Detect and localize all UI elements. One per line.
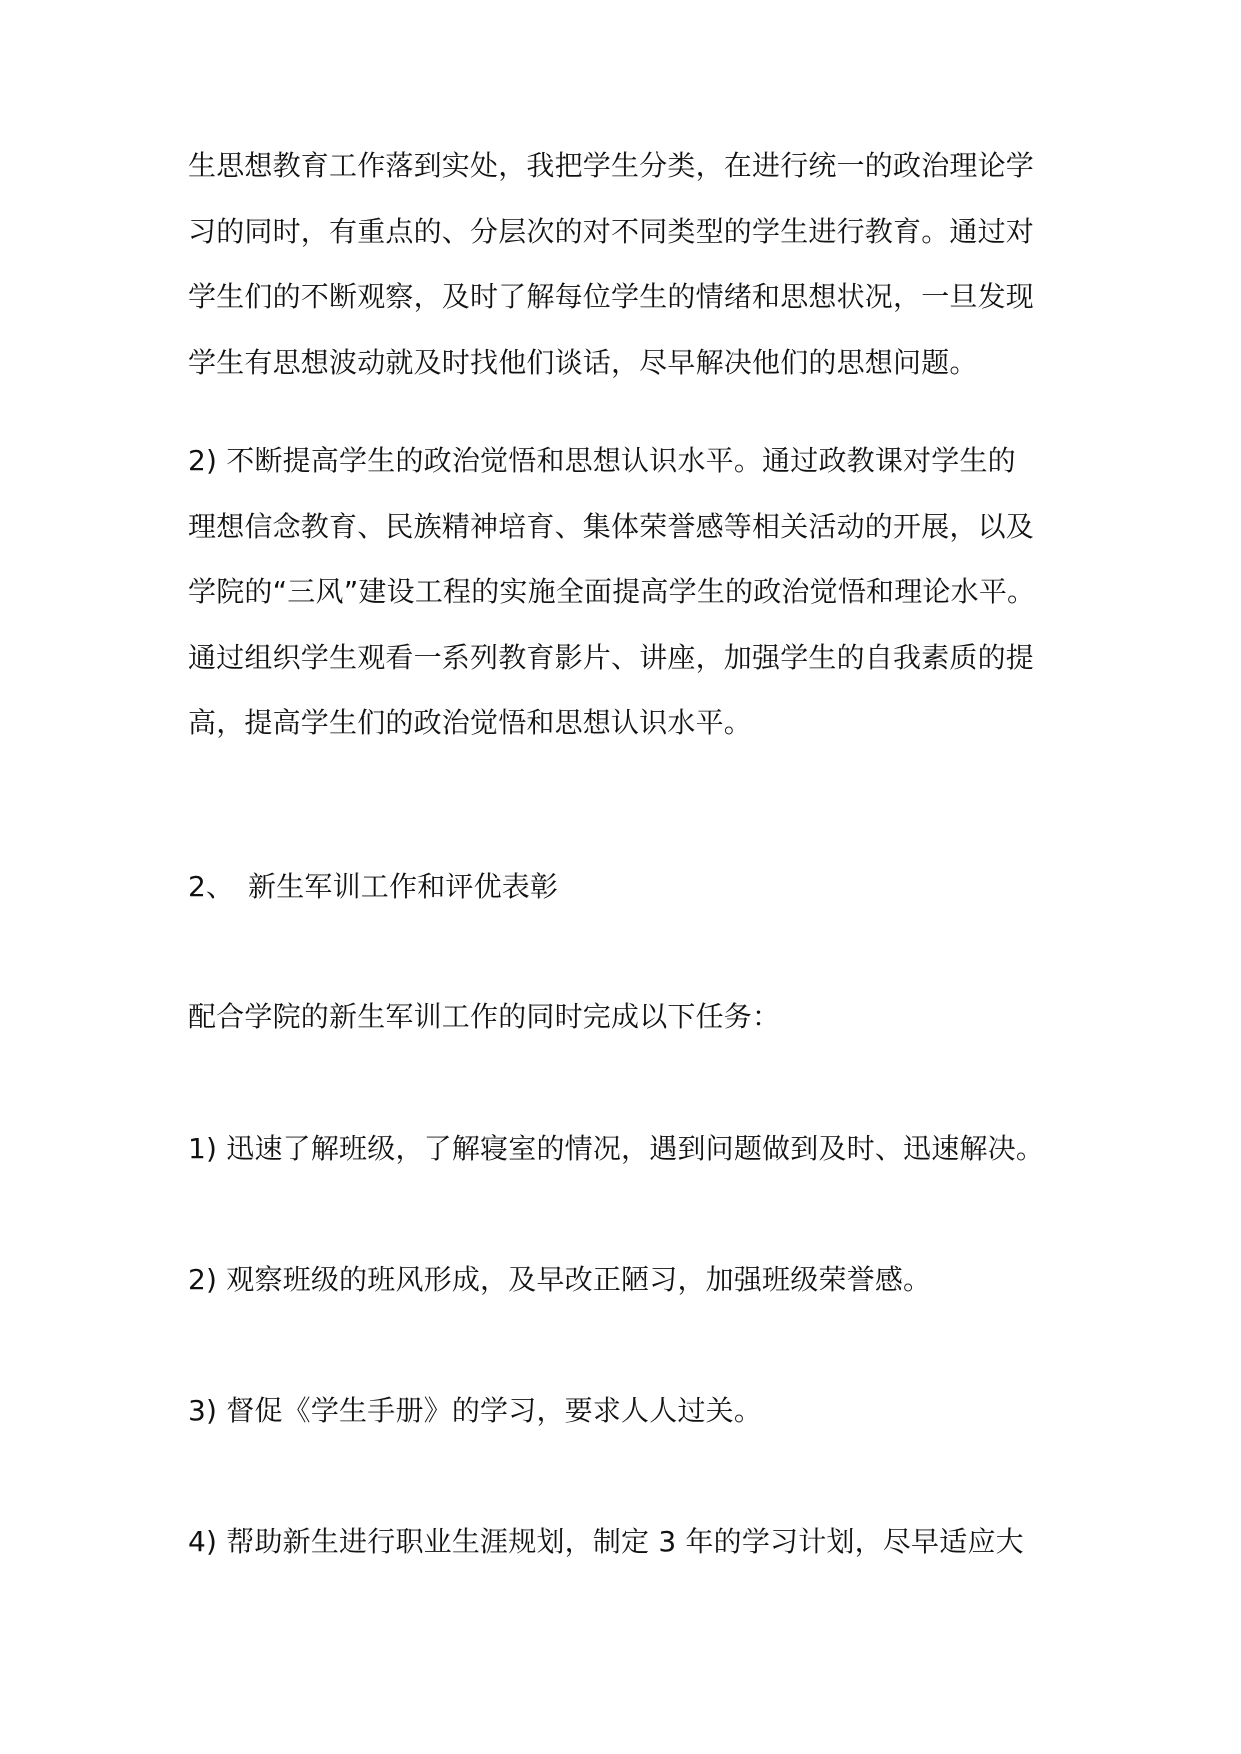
section-title: 新生军训工作和评优表彰 bbox=[248, 870, 559, 903]
section-heading-line bbox=[188, 854, 1088, 920]
text-line: 配合学院的新生军训工作的同时完成以下任务： bbox=[188, 1000, 781, 1033]
list-item-text: 2) 观察班级的班风形成，及早改正陋习，加强班级荣誉感。 bbox=[188, 1263, 932, 1296]
section-heading bbox=[188, 854, 1088, 920]
list-item-text: 1) 迅速了解班级，了解寝室的情况，遇到问题做到及时、迅速解决。 bbox=[188, 1132, 1045, 1165]
section-number: 2、 bbox=[188, 870, 235, 903]
list-item bbox=[188, 1378, 1088, 1444]
text-line: 学生们的不断观察，及时了解每位学生的情绪和思想状况，一旦发现 bbox=[188, 280, 1035, 313]
intro-paragraph bbox=[188, 984, 1088, 1050]
text-line: 通过组织学生观看一系列教育影片、讲座，加强学生的自我素质的提 bbox=[188, 640, 1035, 674]
text-line: 学生有思想波动就及时找他们谈话，尽早解决他们的思想问题。 bbox=[188, 345, 978, 379]
text-line: 生思想教育工作落到实处，我把学生分类，在进行统一的政治理论学 bbox=[188, 149, 1035, 182]
paragraph-political-awareness bbox=[188, 428, 1088, 756]
text-line: 高，提高学生们的政治觉悟和思想认识水平。 bbox=[188, 706, 753, 739]
text-line: 理想信念教育、民族精神培育、集体荣誉感等相关活动的开展，以及 bbox=[188, 509, 1035, 543]
list-item bbox=[188, 1116, 1088, 1182]
text-line: 习的同时，有重点的、分层次的对不同类型的学生进行教育。通过对 bbox=[188, 214, 1035, 248]
text-line: 学院的“三风”建设工程的实施全面提高学生的政治觉悟和理论水平。 bbox=[188, 575, 1036, 608]
list-item-text: 3) 督促《学生手册》的学习，要求人人过关。 bbox=[188, 1394, 763, 1427]
list-item-text: 4) 帮助新生进行职业生涯规划，制定 3 年的学习计划，尽早适应大 bbox=[188, 1525, 1024, 1558]
text-line: 2) 不断提高学生的政治觉悟和思想认识水平。通过政教课对学生的 bbox=[188, 444, 1016, 477]
paragraph-student-thought-education bbox=[188, 133, 1088, 395]
list-item bbox=[188, 1509, 1088, 1575]
list-item bbox=[188, 1247, 1088, 1313]
